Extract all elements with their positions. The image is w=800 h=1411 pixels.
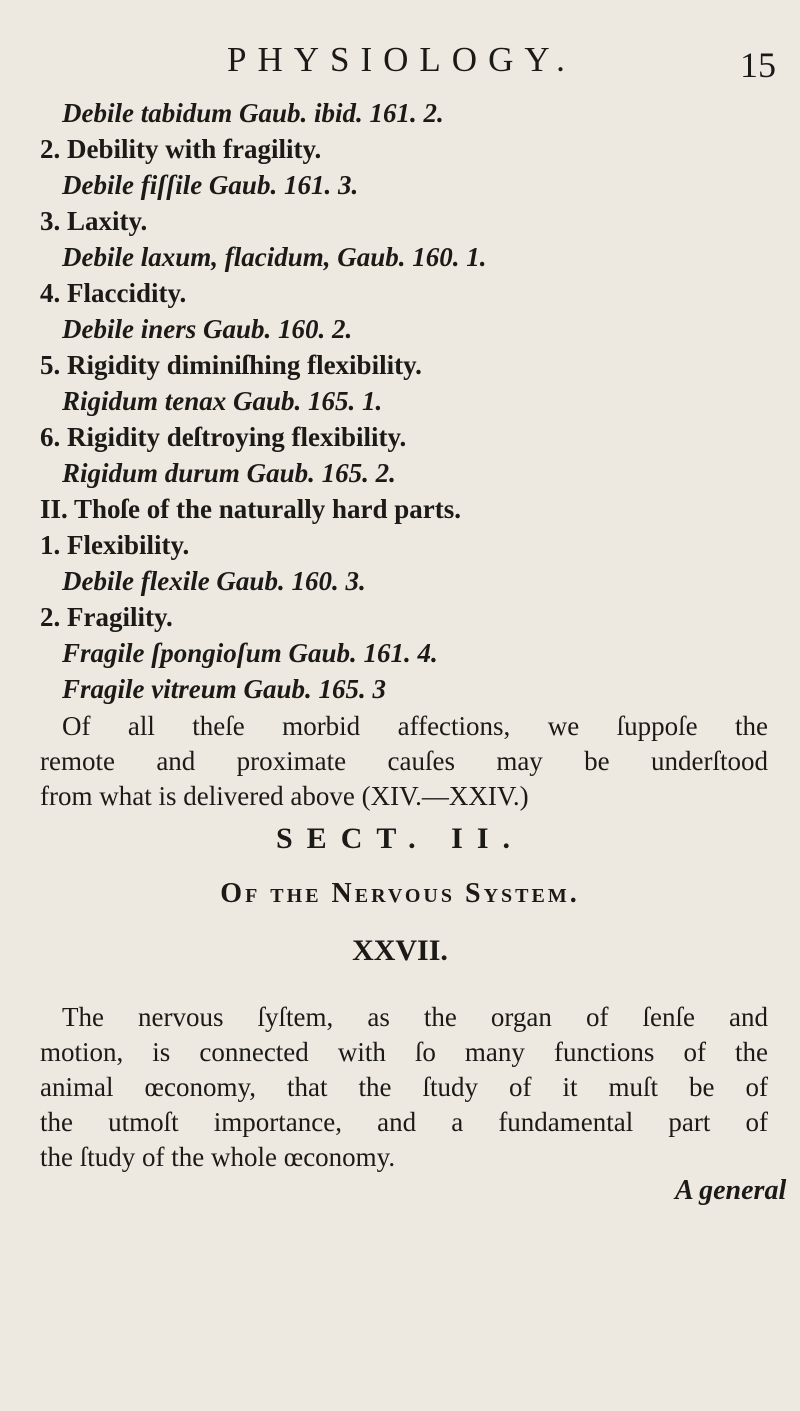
entry-line: Debile tabidum Gaub. ibid. 161. 2. [62, 98, 444, 128]
entry-line: 2. Fragility. [40, 602, 173, 632]
entry-line: 5. Rigidity diminiſhing flexibility. [40, 350, 422, 380]
paragraph-line: the utmoſt importance, and a fundamental part of [40, 1107, 768, 1137]
entry-line: 1. Flexibility. [40, 530, 190, 560]
catchword: A general [675, 1175, 787, 1206]
entry-line: Debile flexile Gaub. 160. 3. [62, 566, 366, 596]
entry-line: 6. Rigidity deſtroying flexibility. [40, 422, 407, 452]
entry-line: Fragile vitreum Gaub. 165. 3 [62, 674, 387, 704]
paragraph-line: remote and proximate cauſes may be underſtood [40, 746, 768, 776]
article-numeral: XXVII. [352, 934, 448, 967]
paragraph-causes [40, 709, 768, 814]
section-heading: SECT. II. [276, 822, 524, 855]
paragraph-line: The nervous ſyſtem, as the organ of ſenſe and [62, 1002, 768, 1032]
entry-line: II. Thoſe of the naturally hard parts. [40, 494, 462, 524]
entry-line: Rigidum tenax Gaub. 165. 1. [62, 386, 383, 416]
entry-line: Debile laxum, flacidum, Gaub. 160. 1. [62, 242, 487, 272]
paragraph-line: Of all theſe morbid affections, we ſuppoſe the [62, 711, 768, 741]
paragraph-nervous-system [40, 1000, 768, 1175]
entry-line: Rigidum durum Gaub. 165. 2. [62, 458, 396, 488]
entry-line: Fragile ſpongioſum Gaub. 161. 4. [62, 638, 438, 668]
paragraph-line: the ſtudy of the whole œconomy. [40, 1142, 396, 1172]
entry-line: Debile fiſſile Gaub. 161. 3. [62, 170, 359, 200]
paragraph-line: animal œconomy, that the ſtudy of it muſt be of [40, 1072, 768, 1102]
entry-line: Debile iners Gaub. 160. 2. [62, 314, 353, 344]
entry-line: 2. Debility with fragility. [40, 134, 322, 164]
paragraph-line: from what is delivered above (XIV.—XXIV.) [40, 781, 529, 811]
page-number: 15 [740, 45, 776, 85]
paragraph-line: motion, is connected with ſo many functions of the [40, 1037, 768, 1067]
entry-line: 3. Laxity. [40, 206, 148, 236]
section-title: Of the Nervous System. [220, 878, 580, 909]
running-head: PHYSIOLOGY. [227, 40, 576, 79]
page-header [0, 40, 800, 90]
entry-line: 4. Flaccidity. [40, 278, 187, 308]
